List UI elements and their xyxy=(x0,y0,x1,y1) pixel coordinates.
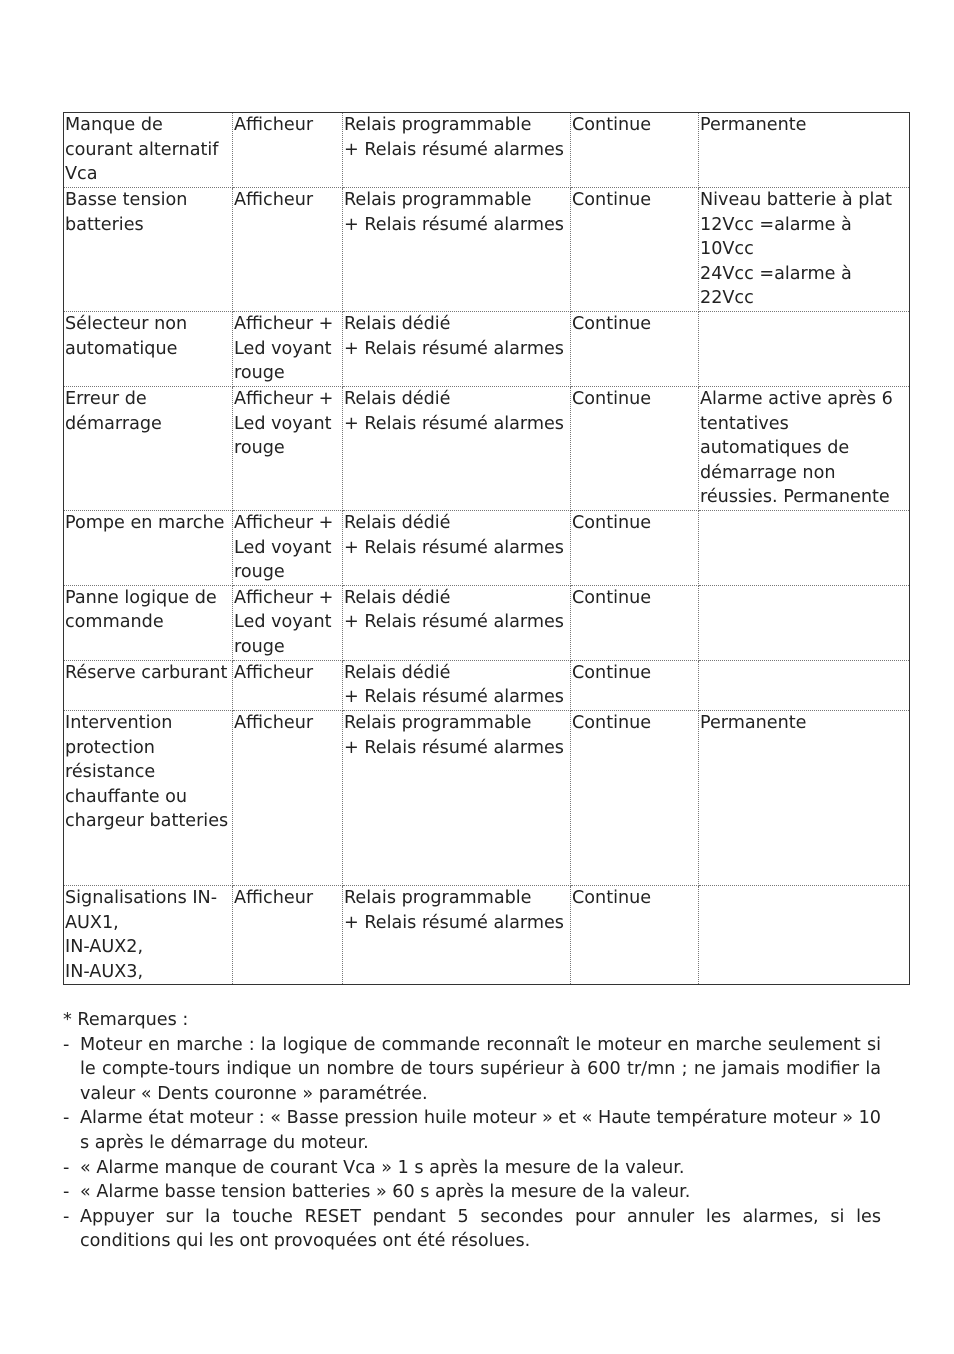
remark-item xyxy=(63,1156,881,1181)
table-cell-signal: Afficheur xyxy=(233,188,343,312)
remark-text: Alarme état moteur : « Basse pression huile moteur » et « Haute température moteur » 10 s après le démarrage du moteur. xyxy=(80,1108,881,1153)
bullet-dash: - xyxy=(63,1157,70,1178)
table-cell-output: Relais dédié + Relais résumé alarmes xyxy=(343,386,571,510)
table-cell-alarm: Sélecteur non automatique xyxy=(64,311,233,386)
remark-text: Appuyer sur la touche RESET pendant 5 secondes pour annuler les alarmes, si les conditions qui les ont provoquées ont été résolues. xyxy=(80,1206,881,1252)
bullet-dash: - xyxy=(63,1034,70,1055)
remark-text: Moteur en marche : la logique de commande reconnaît le moteur en marche seulement si le compte-tours indique un nombre de tours supérieur à 600 tr/mn ; ne jamais modifier la valeur « Dents couronne » paramétrée. xyxy=(80,1034,881,1104)
table-cell-output: Relais dédié + Relais résumé alarmes xyxy=(343,311,571,386)
table-cell-note xyxy=(699,660,910,710)
table-cell-type: Continue xyxy=(571,386,699,510)
table-row xyxy=(64,188,910,312)
table-row xyxy=(64,113,910,188)
table-cell-alarm: Basse tension batteries xyxy=(64,188,233,312)
table-cell-note: Niveau batterie à plat 12Vcc =alarme à 10Vcc 24Vcc =alarme à 22Vcc xyxy=(699,188,910,312)
table-cell-output: Relais dédié + Relais résumé alarmes xyxy=(343,510,571,585)
table-cell-output: Relais dédié + Relais résumé alarmes xyxy=(343,660,571,710)
table-cell-alarm: Réserve carburant xyxy=(64,660,233,710)
alarm-table xyxy=(63,112,910,985)
remark-text: « Alarme basse tension batteries » 60 s après la mesure de la valeur. xyxy=(80,1182,691,1203)
remarks-section xyxy=(63,1008,881,1254)
table-cell-type: Continue xyxy=(571,660,699,710)
remark-item xyxy=(63,1106,881,1155)
table-cell-alarm: Manque de courant alternatif Vca xyxy=(64,113,233,188)
table-row xyxy=(64,885,910,984)
table-cell-signal: Afficheur xyxy=(233,113,343,188)
alarm-table-body xyxy=(64,113,910,985)
table-cell-output: Relais programmable + Relais résumé alarmes xyxy=(343,885,571,984)
remarks-list xyxy=(63,1033,881,1254)
table-row xyxy=(64,710,910,885)
table-cell-type: Continue xyxy=(571,510,699,585)
remark-item xyxy=(63,1205,881,1254)
table-cell-signal: Afficheur xyxy=(233,660,343,710)
table-cell-type: Continue xyxy=(571,188,699,312)
table-cell-signal: Afficheur + Led voyant rouge xyxy=(233,311,343,386)
table-cell-type: Continue xyxy=(571,710,699,885)
table-cell-alarm: Intervention protection résistance chauffante ou chargeur batteries xyxy=(64,710,233,885)
table-cell-signal: Afficheur xyxy=(233,710,343,885)
table-cell-signal: Afficheur + Led voyant rouge xyxy=(233,386,343,510)
table-cell-type: Continue xyxy=(571,113,699,188)
remark-item xyxy=(63,1180,881,1205)
table-cell-note: Permanente xyxy=(699,710,910,885)
table-row xyxy=(64,660,910,710)
table-cell-note: Alarme active après 6 tentatives automatiques de démarrage non réussies. Permanente xyxy=(699,386,910,510)
table-cell-alarm: Pompe en marche xyxy=(64,510,233,585)
remarks-title: * Remarques : xyxy=(63,1010,189,1030)
table-cell-type: Continue xyxy=(571,885,699,984)
table-cell-output: Relais programmable + Relais résumé alarmes xyxy=(343,188,571,312)
bullet-dash: - xyxy=(63,1206,70,1227)
table-cell-note xyxy=(699,311,910,386)
table-cell-type: Continue xyxy=(571,311,699,386)
table-row xyxy=(64,311,910,386)
table-cell-output: Relais programmable + Relais résumé alarmes xyxy=(343,710,571,885)
remark-text: « Alarme manque de courant Vca » 1 s après la mesure de la valeur. xyxy=(80,1157,685,1178)
table-cell-alarm: Erreur de démarrage xyxy=(64,386,233,510)
table-cell-note xyxy=(699,510,910,585)
bullet-dash: - xyxy=(63,1182,70,1203)
table-row xyxy=(64,386,910,510)
table-cell-alarm: Signalisations IN-AUX1, IN-AUX2, IN-AUX3, xyxy=(64,885,233,984)
table-row xyxy=(64,585,910,660)
table-cell-output: Relais dédié + Relais résumé alarmes xyxy=(343,585,571,660)
table-cell-signal: Afficheur + Led voyant rouge xyxy=(233,585,343,660)
table-cell-signal: Afficheur + Led voyant rouge xyxy=(233,510,343,585)
table-cell-signal: Afficheur xyxy=(233,885,343,984)
table-cell-type: Continue xyxy=(571,585,699,660)
table-cell-note: Permanente xyxy=(699,113,910,188)
table-cell-output: Relais programmable + Relais résumé alarmes xyxy=(343,113,571,188)
table-row xyxy=(64,510,910,585)
bullet-dash: - xyxy=(63,1108,70,1129)
table-cell-note xyxy=(699,585,910,660)
remark-item xyxy=(63,1033,881,1107)
table-cell-note xyxy=(699,885,910,984)
table-cell-alarm: Panne logique de commande xyxy=(64,585,233,660)
